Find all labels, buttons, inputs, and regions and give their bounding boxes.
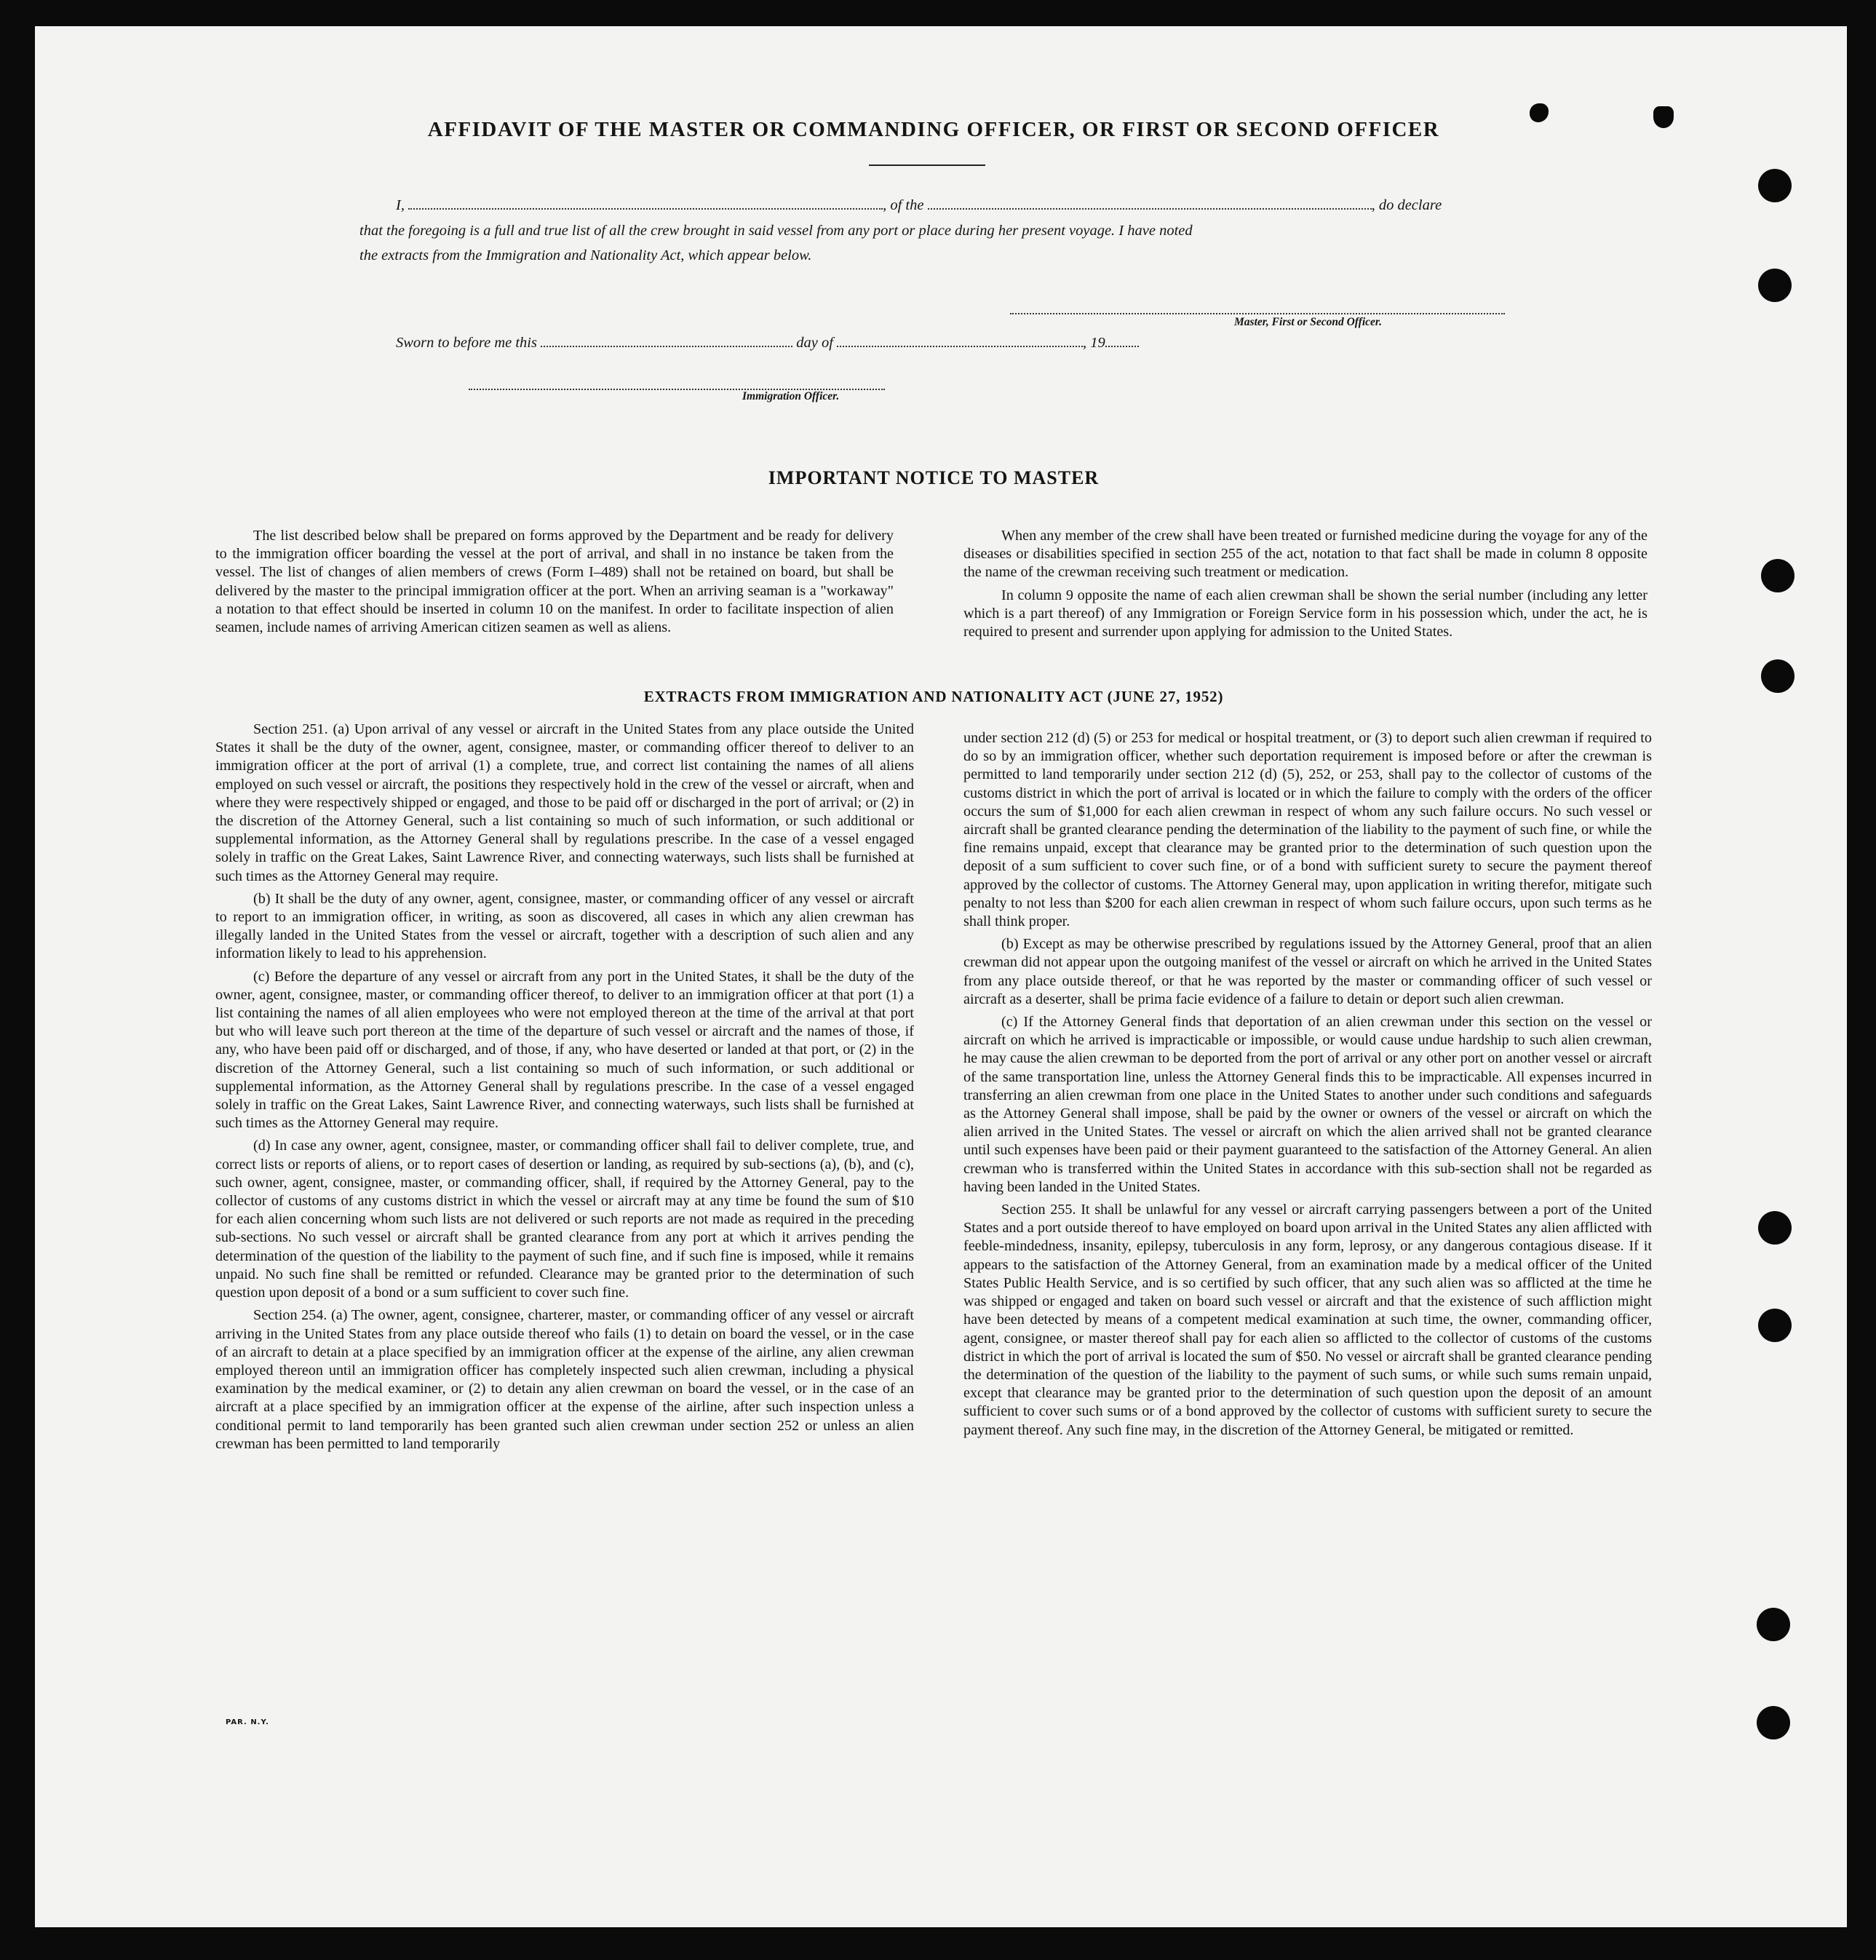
extract-paragraph: Section 255. It shall be unlawful for any vessel or aircraft carrying passengers between a port of the United States and a port outside thereof to have employed on board upon arrival in the United States any alien afflicted with feeble-mindedness, insanity, epilepsy, tuberculosis in any form, leprosy, or any dangerous contagious disease. If it appears to the satisfaction of the Attorney General, from an examination made by a medical officer of the United States Public Health Service, and is so certified by such officer, that any such alien was so afflicted at the time he was shipped or engaged and taken on board such vessel or aircraft and that the existence of such affliction might have been detected by means of a competent medical examination at such time, the owner, commanding officer, agent, consignee, or master thereof shall pay for each alien so afflicted to the collector of customs of the customs district in which the port of arrival is located the sum of $50. No vessel or aircraft shall be granted clearance pending the determination of the question of the liability to the payment of such sums, or while such sums remain unpaid, except that clearance may be granted prior to the determination of such question upon the deposit of an amount sufficient to cover such sums or of a bond approved by the collector of customs with sufficient surety to secure the payment thereof. Any such fine may, in the discretion of the Attorney General, be mitigated or remitted. <box>963 1202 1652 1438</box>
notice-paragraph: In column 9 opposite the name of each alien crewman shall be shown the serial number (including any letter which is a part thereof) of any Immigration or Foreign Service form in his possession which, under the act, he is required to present and surrender upon applying for admission to the United States. <box>963 587 1648 640</box>
notice-left-column <box>215 527 894 641</box>
name-field[interactable] <box>408 198 883 210</box>
declaration-line <box>396 197 1442 214</box>
officer-signature-field[interactable] <box>469 378 885 390</box>
master-label: Master, First or Second Officer. <box>1234 316 1382 328</box>
sworn-label: Sworn to before me this <box>396 335 537 351</box>
year-label: , 19 <box>1083 335 1105 351</box>
extracts-right-column <box>963 729 1652 1444</box>
punch-hole <box>1757 1706 1790 1739</box>
punch-hole <box>1758 269 1792 302</box>
title-rule <box>869 164 985 166</box>
extract-paragraph: (d) In case any owner, agent, consignee, master, or commanding officer shall fail to deliver complete, true, and correct lists or reports of aliens, or to report cases of desertion or landing, as required by sub-sections (a), (b), and (c), such owner, agent, consignee, master, or commanding officer, shall, if required by the Attorney General, pay to the collector of customs of any customs district in which the vessel or aircraft may at any time be found the sum of $10 for each alien concerning whom such lists are not delivered or such reports are not made as required in the preceding sub-sections. No such vessel or aircraft shall be granted clearance from any port at which it arrives pending the determination of the question of the liability to the payment of such fine, and if such fine is imposed, while it remains unpaid. No such fine shall be remitted or refunded. Clearance may be granted prior to the determination of such question upon deposit of a bond or a sum sufficient to cover such fine. <box>215 1138 914 1301</box>
notice-title: IMPORTANT NOTICE TO MASTER <box>768 467 1100 488</box>
declaration-text-2: the extracts from the Immigration and Nationality Act, which appear below. <box>359 247 812 263</box>
punch-hole <box>1761 559 1794 592</box>
of-the-label: , of the <box>883 197 924 213</box>
extract-paragraph: Section 251. (a) Upon arrival of any vessel or aircraft in the United States from any place outside the United States it shall be the duty of the owner, agent, consignee, master, or commanding officer thereof to deliver to an immigration officer at the port of arrival (1) a complete, true, and correct list containing the names of all aliens employed on such vessel or aircraft, the positions they respectively hold in the crew of the vessel or aircraft, when and where they were respectively shipped or engaged, and those to be paid off or discharged in the port of arrival; or (2) in the discretion of the Attorney General, such a list containing so much of such information, or such additional or supplemental information, as the Attorney General shall by regulations prescribe. In the case of a vessel engaged solely in traffic on the Great Lakes, Saint Lawrence River, and connecting waterways, such lists shall be furnished at such times as the Attorney General may require. <box>215 721 914 884</box>
immigration-officer-label: Immigration Officer. <box>742 390 840 402</box>
extract-paragraph: (b) It shall be the duty of any owner, agent, consignee, master, or commanding officer of any vessel or aircraft to report to an immigration officer, in writing, as soon as discovered, all cases in which any alien crewman has illegally landed in the United States from the vessel or aircraft, together with a description of such alien and any information likely to lead to his apprehension. <box>215 890 914 962</box>
extract-paragraph: (b) Except as may be otherwise prescribed by regulations issued by the Attorney General, proof that an alien crewman did not appear upon the outgoing manifest of the vessel or aircraft on which he arrived in the United States from any place outside thereof, or that he was reported by the master or commanding officer of such vessel or aircraft as a deserter, shall be prima facie evidence of a failure to detain or deport such alien crewman. <box>963 936 1652 1007</box>
extracts-title: EXTRACTS FROM IMMIGRATION AND NATIONALITY ACT (JUNE 27, 1952) <box>643 688 1224 705</box>
i-label: I, <box>396 197 405 213</box>
extract-paragraph: (c) If the Attorney General finds that deportation of an alien crewman under this section on the vessel or aircraft on which he arrived is impracticable or impossible, or would cause undue hardship to such alien crewman, he may cause the alien crewman to be deported from the port of arrival or any other port on another vessel or aircraft of the same transportation line, unless the Attorney General finds this to be impracticable. All expenses incurred in transferring an alien crewman from one place in the United States to another under such conditions and safeguards as the Attorney General shall impose, shall be paid by the owner or owners of the vessel or aircraft on which the alien arrived in the United States. The vessel or aircraft on which the alien arrived shall not be granted clearance until such expenses have been paid or their payment guaranteed to the satisfaction of the Attorney General. An alien crewman who is transferred within the United States in accordance with this sub-section shall not be regarded as having been landed in the United States. <box>963 1014 1652 1195</box>
punch-hole <box>1758 169 1792 202</box>
affidavit-title: AFFIDAVIT OF THE MASTER OR COMMANDING OFFICER, OR FIRST OR SECOND OFFICER <box>427 118 1440 141</box>
day-of-label: day of <box>796 335 833 351</box>
extract-paragraph: under section 212 (d) (5) or 253 for medical or hospital treatment, or (3) to deport such alien crewman if required to do so by an immigration officer, whether such deportation requirement is imposed before or after the crewman is permitted to land temporarily under section 212 (d) (5), 252, or 253, shall pay to the collector of customs of the customs district in which the port of arrival is located or in which the failure to comply with the orders of the officer occurs the sum of $1,000 for each alien crewman in respect of whom any such failure occurs. No such vessel or aircraft shall be granted clearance pending the determination of the liability to the payment of such fine, or while the fine remains unpaid, except that clearance may be granted prior to the determination of such question upon the deposit of a sum sufficient to cover such fine, or of a bond with sufficient surety to secure the payment thereof approved by the collector of customs. The Attorney General may, upon application in writing therefor, mitigate such penalty to not less than $200 for each alien crewman in respect of whom such failure occurs, upon such terms as he shall think proper. <box>963 730 1652 930</box>
document-page <box>35 26 1847 1927</box>
declaration-text-1: that the foregoing is a full and true list of all the crew brought in said vessel from any port or place during her present voyage. I have noted <box>359 223 1193 239</box>
sworn-line <box>396 335 1139 352</box>
extracts-left-column <box>215 721 914 1458</box>
notice-right-column <box>963 527 1648 646</box>
do-declare-label: , do declare <box>1371 197 1442 213</box>
printer-imprint: PAR. N.Y. <box>226 1718 269 1726</box>
punch-hole <box>1757 1608 1790 1641</box>
extract-paragraph: (c) Before the departure of any vessel or aircraft from any port in the United States, it shall be the duty of the owner, agent, consignee, master, or commanding officer thereof, to deliver to an immigration officer at that port (1) a list containing the names of all alien employees who were not employed thereon at the time of the arrival at that port but who will leave such port thereon at the time of the departure of such vessel or aircraft and the names of those, if any, who have been paid off or discharged, and of those, if any, who have deserted or landed at that port, or (2) in the discretion of the Attorney General, such a list containing so much of such information, or such additional or supplemental information, as the Attorney General shall by regulations prescribe. In the case of a vessel engaged solely in traffic on the Great Lakes, Saint Lawrence River, and connecting waterways, such lists shall be furnished at such times as the Attorney General may require. <box>215 968 914 1132</box>
vessel-field[interactable] <box>928 198 1372 210</box>
sworn-day-field[interactable] <box>541 336 792 347</box>
sworn-month-field[interactable] <box>837 336 1083 347</box>
sworn-year-field[interactable] <box>1105 336 1139 347</box>
punch-hole <box>1758 1309 1792 1342</box>
master-signature-field[interactable] <box>1010 303 1505 314</box>
extract-paragraph: Section 254. (a) The owner, agent, consignee, charterer, master, or commanding officer of any vessel or aircraft arriving in the United States from any place outside thereof who fails (1) to detain on board the vessel, or in the case of an aircraft to detain at a place specified by an immigration officer at the expense of the airline, any alien crewman employed thereon until an immigration officer has completely inspected such alien crewman, including a physical examination by the medical examiner, or (2) to detain any alien crewman on board the vessel, or in the case of an aircraft at a place specified by an immigration officer at the expense of the airline, after such inspection unless a conditional permit to land temporarily has been granted such alien crewman under section 252 or unless an alien crewman has been permitted to land temporarily <box>215 1307 914 1452</box>
notice-paragraph: When any member of the crew shall have been treated or furnished medicine during the voyage for any of the diseases or disabilities specified in section 255 of the act, notation to that fact shall be made in column 8 opposite the name of the crewman receiving such treatment or medication. <box>963 528 1648 581</box>
notice-paragraph: The list described below shall be prepared on forms approved by the Department and be ready for delivery to the immigration officer boarding the vessel at the port of arrival, and shall in no instance be taken from the vessel. The list of changes of alien members of crews (Form I–489) shall not be retained on board, but shall be delivered by the master to the principal immigration officer at the port. When an arriving seaman is a "workaway" a notation to that effect should be inserted in column 10 on the manifest. In order to facilitate inspection of alien seamen, include names of arriving American citizen seamen as well as aliens. <box>215 528 894 636</box>
punch-hole <box>1758 1211 1792 1245</box>
